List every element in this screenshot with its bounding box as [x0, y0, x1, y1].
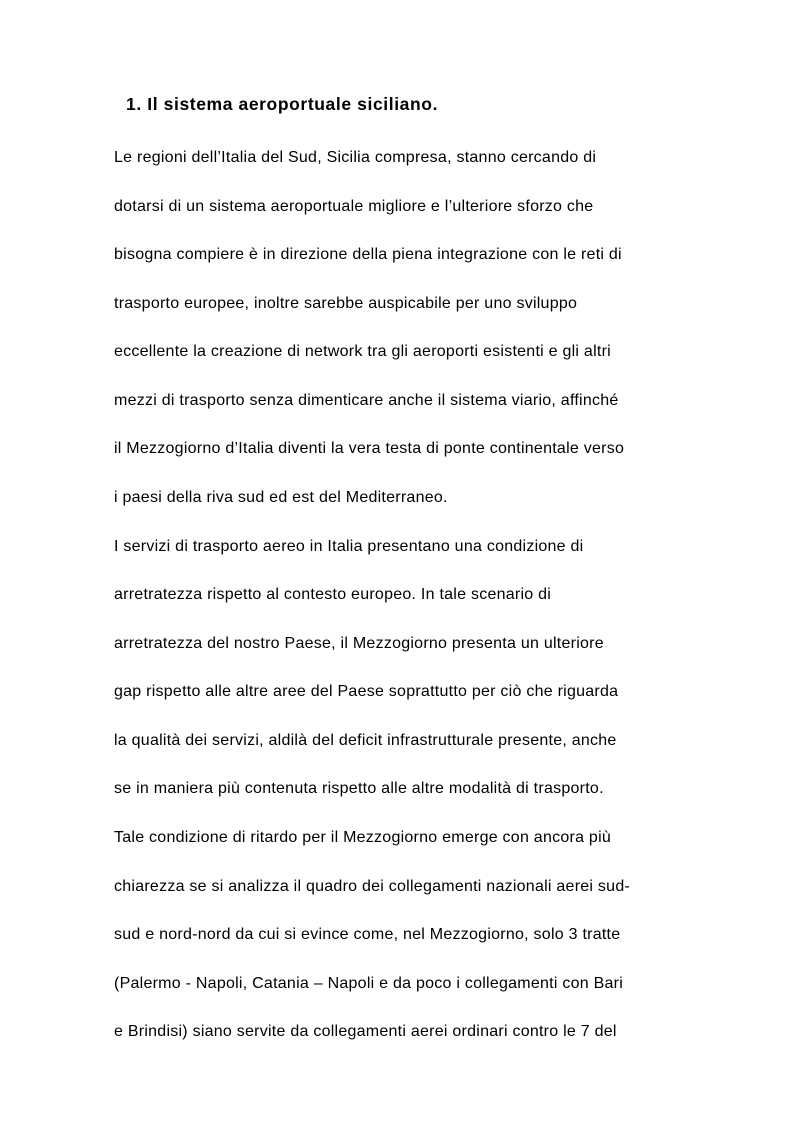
paragraph-line: il Mezzogiorno d’Italia diventi la vera testa di ponte continentale verso [114, 440, 625, 457]
paragraph-line: chiarezza se si analizza il quadro dei collegamenti nazionali aerei sud- [114, 878, 631, 895]
paragraph-line: eccellente la creazione di network tra gli aeroporti esistenti e gli altri [114, 343, 611, 360]
paragraph-line: i paesi della riva sud ed est del Mediterraneo. [114, 489, 448, 506]
paragraph-line: gap rispetto alle altre aree del Paese soprattutto per ciò che riguarda [114, 683, 619, 700]
paragraph-line: Tale condizione di ritardo per il Mezzogiorno emerge con ancora più [114, 829, 612, 846]
paragraph-line: e Brindisi) siano servite da collegamenti aerei ordinari contro le 7 del [114, 1023, 617, 1040]
paragraph-line: Le regioni dell’Italia del Sud, Sicilia compresa, stanno cercando di [114, 149, 597, 166]
paragraph-line: dotarsi di un sistema aeroportuale migliore e l’ulteriore sforzo che [114, 198, 594, 215]
section-heading: 1. Il sistema aeroportuale siciliano. [126, 94, 439, 114]
paragraph-line: trasporto europee, inoltre sarebbe auspicabile per uno sviluppo [114, 295, 578, 312]
paragraph-line: arretratezza del nostro Paese, il Mezzogiorno presenta un ulteriore [114, 635, 604, 652]
paragraph-line: mezzi di trasporto senza dimenticare anche il sistema viario, affinché [114, 392, 619, 409]
paragraph-line: bisogna compiere è in direzione della piena integrazione con le reti di [114, 246, 622, 263]
paragraph-line: (Palermo - Napoli, Catania – Napoli e da poco i collegamenti con Bari [114, 975, 624, 992]
paragraph-line: arretratezza rispetto al contesto europeo. In tale scenario di [114, 586, 552, 603]
paragraph-line: sud e nord-nord da cui si evince come, nel Mezzogiorno, solo 3 tratte [114, 926, 621, 943]
paragraph-line: la qualità dei servizi, aldilà del deficit infrastrutturale presente, anche [114, 732, 617, 749]
paragraph-line: I servizi di trasporto aereo in Italia presentano una condizione di [114, 538, 584, 555]
paragraph-line: se in maniera più contenuta rispetto alle altre modalità di trasporto. [114, 780, 604, 797]
